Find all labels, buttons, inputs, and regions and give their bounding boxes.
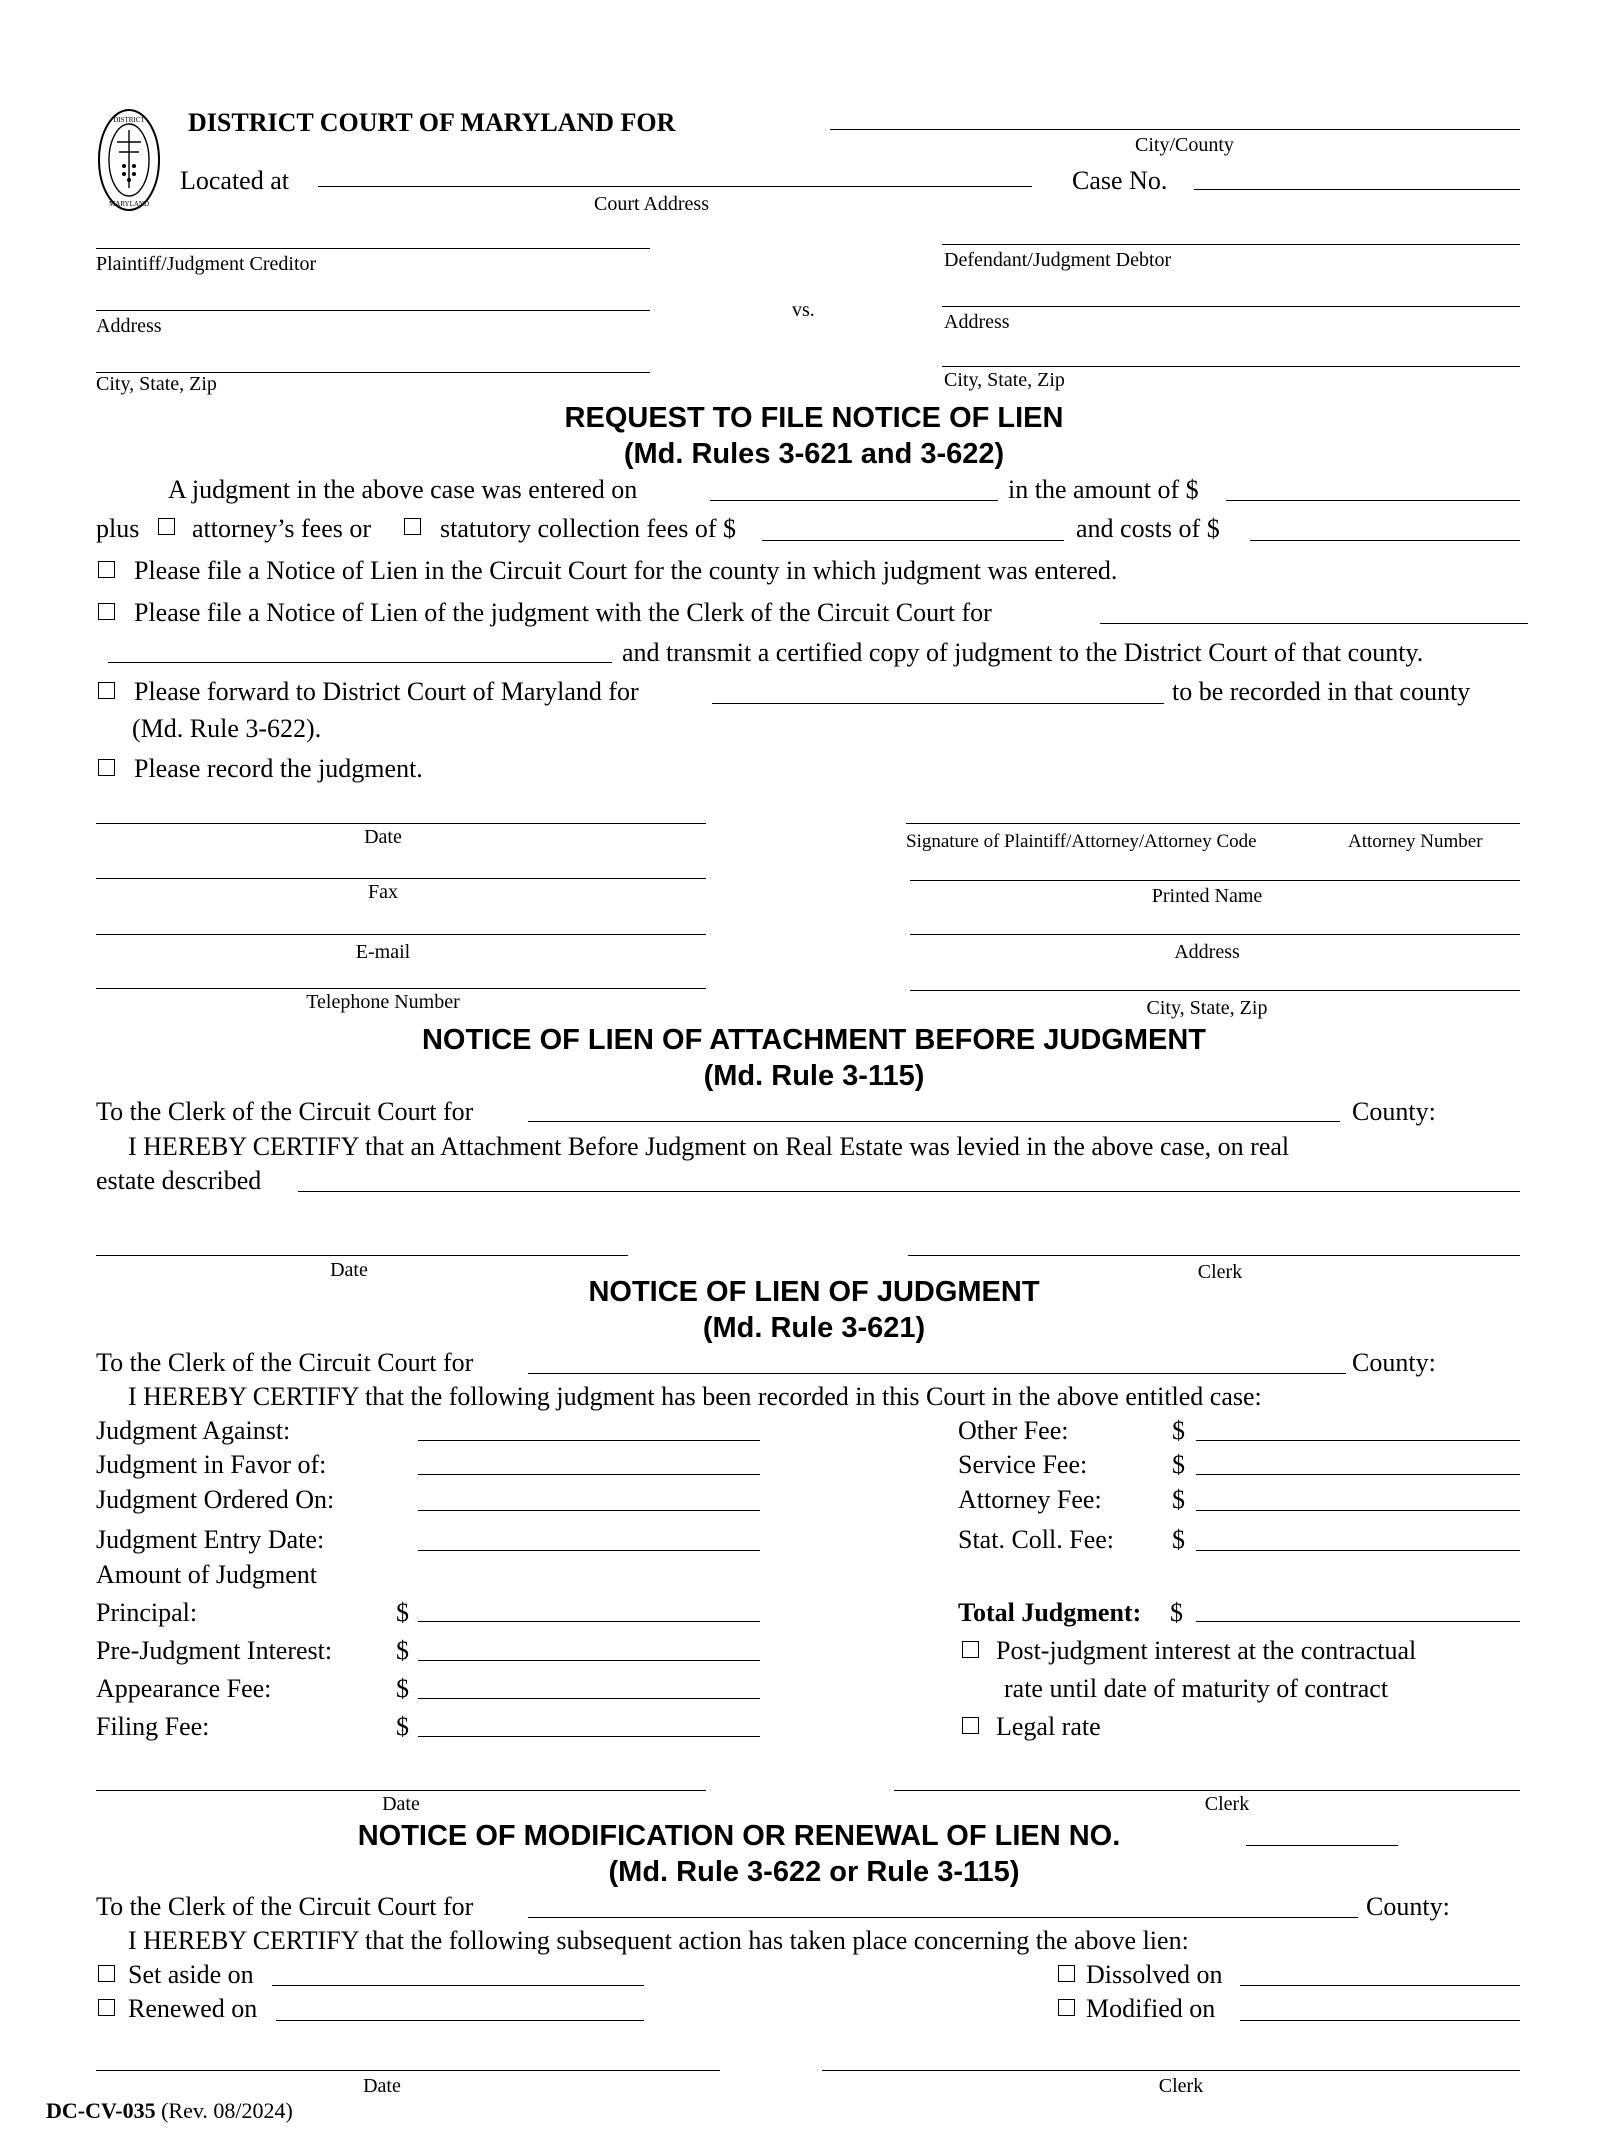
defendant-caption: Defendant/Judgment Debtor — [944, 249, 1172, 271]
defendant-address-line[interactable] — [942, 306, 1520, 307]
svg-text:DISTRICT: DISTRICT — [113, 116, 145, 124]
appearance-dollar: $ — [396, 1674, 409, 1703]
attorney-city-caption: City, State, Zip — [1146, 997, 1268, 1019]
dissolved-line[interactable] — [1240, 1985, 1520, 1986]
email-line[interactable] — [96, 934, 706, 935]
estate-described-label: estate described — [96, 1166, 262, 1195]
other-fee-label: Other Fee: — [958, 1416, 1069, 1445]
attorney-address-line[interactable] — [910, 934, 1520, 935]
city-county-line[interactable] — [830, 129, 1520, 130]
set-aside-line[interactable] — [272, 1985, 644, 1986]
judgment-favor-label: Judgment in Favor of: — [96, 1450, 327, 1479]
filing-fee-label: Filing Fee: — [96, 1712, 210, 1741]
judgment-against-line[interactable] — [418, 1440, 760, 1441]
prejudgment-line[interactable] — [418, 1660, 760, 1661]
plaintiff-line[interactable] — [96, 248, 650, 249]
form-revision: (Rev. 08/2024) — [155, 2098, 293, 2123]
option-file-lien-checkbox[interactable] — [98, 561, 115, 578]
modified-label: Modified on — [1086, 1994, 1216, 2023]
attorney-number-caption: Attorney Number — [1348, 831, 1483, 852]
recorded-label: to be recorded in that county — [1172, 677, 1471, 706]
option-forward-checkbox[interactable] — [98, 682, 115, 699]
attachment-subtitle: (Md. Rule 3-115) — [703, 1060, 925, 1092]
forward-county-line[interactable] — [712, 703, 1164, 704]
judgment-date-caption: Date — [382, 1793, 420, 1815]
attorney-fees-checkbox[interactable] — [158, 518, 175, 535]
costs-line[interactable] — [1250, 540, 1520, 541]
request-date-caption: Date — [364, 826, 402, 848]
total-judgment-label: Total Judgment: — [958, 1598, 1142, 1627]
plaintiff-address-caption: Address — [96, 315, 162, 337]
option-record-label: Please record the judgment. — [134, 754, 423, 783]
circuit-court-line[interactable] — [1100, 623, 1528, 624]
legal-rate-checkbox[interactable] — [962, 1717, 979, 1734]
attorney-city-line[interactable] — [910, 990, 1520, 991]
email-caption: E-mail — [355, 941, 411, 963]
principal-dollar: $ — [396, 1598, 409, 1627]
total-judgment-line[interactable] — [1196, 1621, 1520, 1622]
service-fee-label: Service Fee: — [958, 1450, 1088, 1479]
post-judgment-interest-label-cont: rate until date of maturity of contract — [1004, 1674, 1389, 1703]
modification-clerk-line[interactable] — [822, 2070, 1520, 2071]
signature-caption: Signature of Plaintiff/Attorney/Attorney Code — [906, 831, 1257, 852]
attachment-clerk-caption: Clerk — [1197, 1261, 1243, 1283]
request-date-line[interactable] — [96, 823, 706, 824]
principal-line[interactable] — [418, 1621, 760, 1622]
request-subtitle: (Md. Rules 3-621 and 3-622) — [623, 438, 1005, 470]
plaintiff-city-caption: City, State, Zip — [96, 373, 217, 395]
case-no-label: Case No. — [1072, 166, 1168, 195]
stat-coll-fee-line[interactable] — [1196, 1550, 1520, 1551]
plaintiff-address-line[interactable] — [96, 310, 650, 311]
telephone-line[interactable] — [96, 988, 706, 989]
court-title: DISTRICT COURT OF MARYLAND FOR — [188, 108, 676, 137]
prejudgment-label: Pre-Judgment Interest: — [96, 1636, 333, 1665]
set-aside-label: Set aside on — [128, 1960, 254, 1989]
renewed-line[interactable] — [276, 2020, 644, 2021]
judgment-title: NOTICE OF LIEN OF JUDGMENT — [588, 1276, 1040, 1308]
modification-to-clerk-label: To the Clerk of the Circuit Court for — [96, 1892, 474, 1921]
option-file-lien-label: Please file a Notice of Lien in the Circuit Court for the county in which judgment was entered. — [134, 556, 1118, 585]
court-seal-icon — [97, 108, 161, 212]
transmit-label: and transmit a certified copy of judgment to the District Court of that county. — [622, 638, 1424, 667]
rule-3-622-label: (Md. Rule 3-622). — [132, 714, 322, 743]
attorney-fee-dollar: $ — [1172, 1485, 1185, 1514]
renewed-checkbox[interactable] — [98, 1999, 115, 2016]
defendant-city-line[interactable] — [942, 366, 1520, 367]
fax-line[interactable] — [96, 878, 706, 879]
statutory-fees-label: statutory collection fees of $ — [440, 514, 737, 543]
amount-line[interactable] — [1226, 500, 1520, 501]
judgment-date-line[interactable] — [96, 1790, 706, 1791]
modification-date-line[interactable] — [96, 2070, 720, 2071]
prejudgment-dollar: $ — [396, 1636, 409, 1665]
modification-circuit-line[interactable] — [528, 1917, 1358, 1918]
judgment-clerk-caption: Clerk — [1204, 1793, 1250, 1815]
modification-title: NOTICE OF MODIFICATION OR RENEWAL OF LIEN NO. — [357, 1820, 1121, 1852]
option-clerk-circuit-label: Please file a Notice of Lien of the judgment with the Clerk of the Circuit Court for — [134, 598, 992, 627]
amount-of-judgment-label: Amount of Judgment — [96, 1560, 317, 1589]
vs-label: vs. — [792, 299, 815, 321]
dissolved-checkbox[interactable] — [1058, 1965, 1075, 1982]
option-record-checkbox[interactable] — [98, 759, 115, 776]
appearance-fee-line[interactable] — [418, 1698, 760, 1699]
principal-label: Principal: — [96, 1598, 198, 1627]
judgment-certify-text: I HEREBY CERTIFY that the following judgment has been recorded in this Court in the above entitled case: — [128, 1382, 1262, 1411]
case-no-line[interactable] — [1194, 189, 1520, 190]
plus-label: plus — [96, 514, 140, 543]
modification-date-caption: Date — [363, 2075, 401, 2097]
statutory-fees-checkbox[interactable] — [404, 518, 421, 535]
option-clerk-circuit-checkbox[interactable] — [98, 603, 115, 620]
judgment-date-line[interactable] — [710, 500, 998, 501]
modified-checkbox[interactable] — [1058, 1999, 1075, 2016]
plaintiff-caption: Plaintiff/Judgment Creditor — [96, 253, 317, 275]
appearance-fee-label: Appearance Fee: — [96, 1674, 272, 1703]
city-county-caption: City/County — [1135, 134, 1234, 156]
court-address-line[interactable] — [318, 186, 1032, 187]
stat-coll-fee-dollar: $ — [1172, 1525, 1185, 1554]
modification-certify-text: I HEREBY CERTIFY that the following subsequent action has taken place concerning the above lien: — [128, 1926, 1189, 1955]
printed-name-caption: Printed Name — [1151, 885, 1263, 907]
amount-label: in the amount of $ — [1008, 475, 1199, 504]
modification-clerk-caption: Clerk — [1158, 2075, 1204, 2097]
judgment-to-clerk-label: To the Clerk of the Circuit Court for — [96, 1348, 474, 1377]
signature-line[interactable] — [906, 823, 1520, 824]
attachment-certify-text: I HEREBY CERTIFY that an Attachment Before Judgment on Real Estate was levied in the above case, on real — [128, 1132, 1290, 1161]
modification-subtitle: (Md. Rule 3-622 or Rule 3-115) — [608, 1856, 1020, 1888]
attorney-fee-label: Attorney Fee: — [958, 1485, 1102, 1514]
svg-text:MARYLAND: MARYLAND — [108, 200, 150, 208]
service-fee-line[interactable] — [1196, 1474, 1520, 1475]
attorney-fee-line[interactable] — [1196, 1510, 1520, 1511]
printed-name-line[interactable] — [910, 880, 1520, 881]
statutory-fees-line[interactable] — [762, 540, 1064, 541]
form-number-code: DC-CV-035 — [46, 2098, 156, 2123]
attachment-to-clerk-label: To the Clerk of the Circuit Court for — [96, 1097, 474, 1126]
total-judgment-dollar: $ — [1170, 1598, 1183, 1627]
telephone-caption: Telephone Number — [306, 991, 460, 1013]
judgment-subtitle: (Md. Rule 3-621) — [702, 1312, 926, 1344]
located-at-label: Located at — [180, 166, 289, 195]
judgment-favor-line[interactable] — [418, 1474, 760, 1475]
attachment-title: NOTICE OF LIEN OF ATTACHMENT BEFORE JUDGMENT — [421, 1024, 1207, 1056]
court-address-caption: Court Address — [594, 193, 709, 215]
attachment-date-caption: Date — [330, 1259, 368, 1281]
lien-number-line[interactable] — [1246, 1845, 1398, 1846]
judgment-county-label: County: — [1352, 1348, 1436, 1377]
legal-rate-label: Legal rate — [996, 1712, 1101, 1741]
defendant-address-caption: Address — [944, 311, 1010, 333]
attachment-county-label: County: — [1352, 1097, 1436, 1126]
service-fee-dollar: $ — [1172, 1450, 1185, 1479]
stat-coll-fee-label: Stat. Coll. Fee: — [958, 1525, 1114, 1554]
post-judgment-interest-label: Post-judgment interest at the contractual — [996, 1636, 1417, 1665]
judgment-ordered-label: Judgment Ordered On: — [96, 1485, 335, 1514]
attachment-clerk-line[interactable] — [908, 1255, 1520, 1256]
defendant-city-caption: City, State, Zip — [944, 369, 1065, 391]
judgment-entry-label: Judgment Entry Date: — [96, 1525, 325, 1554]
fax-caption: Fax — [368, 881, 398, 903]
modified-line[interactable] — [1240, 2020, 1520, 2021]
judgment-clerk-line[interactable] — [894, 1790, 1520, 1791]
filing-fee-line[interactable] — [418, 1736, 760, 1737]
attorney-fees-label: attorney’s fees or — [192, 514, 372, 543]
judgment-circuit-line[interactable] — [528, 1373, 1346, 1374]
attachment-circuit-line[interactable] — [528, 1121, 1340, 1122]
judgment-entered-label: A judgment in the above case was entered on — [168, 475, 638, 504]
costs-label: and costs of $ — [1076, 514, 1220, 543]
modification-county-label: County: — [1366, 1892, 1450, 1921]
circuit-county-line[interactable] — [108, 662, 612, 663]
set-aside-checkbox[interactable] — [98, 1965, 115, 1982]
form-number — [46, 2100, 293, 2122]
judgment-entry-line[interactable] — [418, 1550, 760, 1551]
post-judgment-interest-checkbox[interactable] — [962, 1641, 979, 1658]
dissolved-label: Dissolved on — [1086, 1960, 1223, 1989]
judgment-ordered-line[interactable] — [418, 1510, 760, 1511]
attorney-address-caption: Address — [1174, 941, 1240, 963]
attachment-date-line[interactable] — [96, 1255, 628, 1256]
judgment-against-label: Judgment Against: — [96, 1416, 291, 1445]
filing-dollar: $ — [396, 1712, 409, 1741]
request-title: REQUEST TO FILE NOTICE OF LIEN — [564, 402, 1064, 434]
other-fee-dollar: $ — [1172, 1416, 1185, 1445]
estate-described-line[interactable] — [298, 1191, 1520, 1192]
option-forward-label: Please forward to District Court of Maryland for — [134, 677, 639, 706]
other-fee-line[interactable] — [1196, 1440, 1520, 1441]
defendant-line[interactable] — [942, 244, 1520, 245]
renewed-label: Renewed on — [128, 1994, 258, 2023]
